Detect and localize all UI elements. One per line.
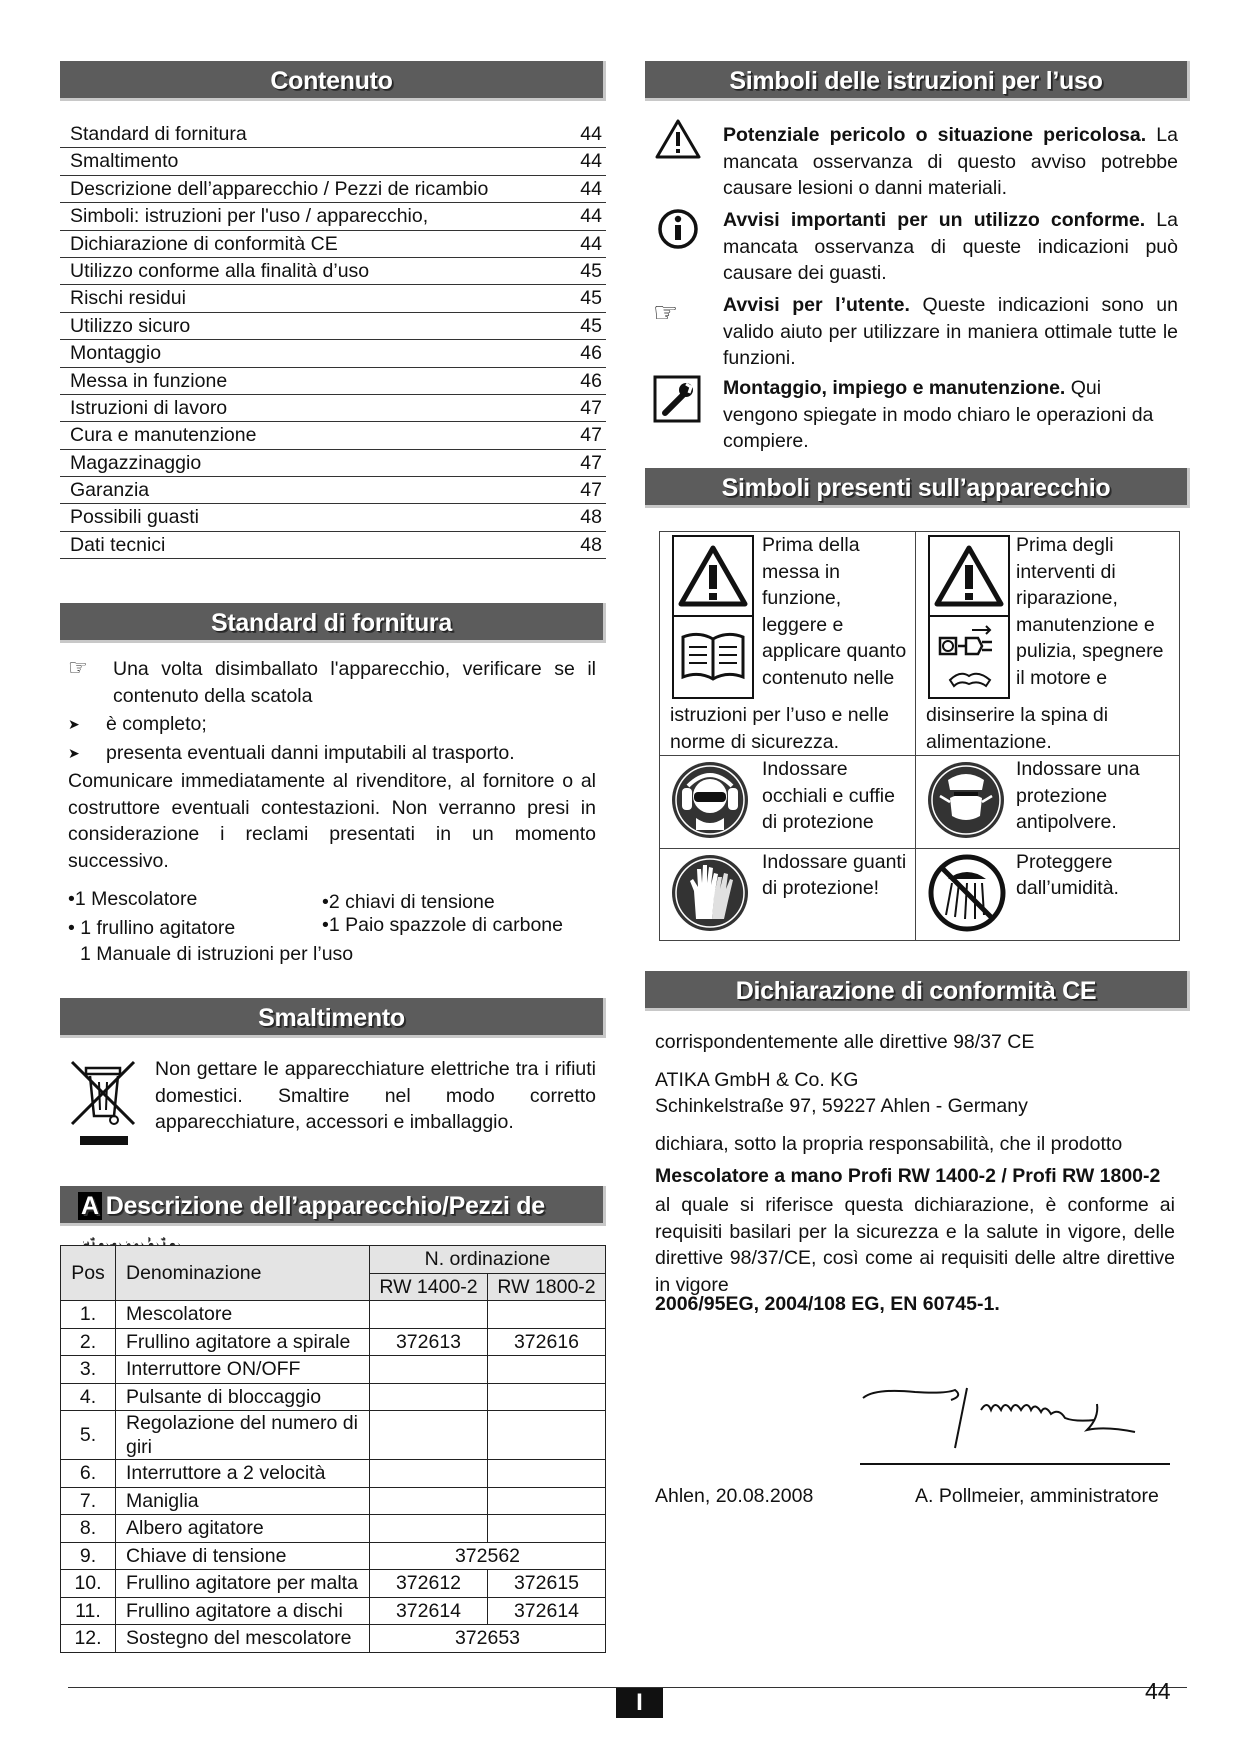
table-cell: [488, 1487, 606, 1515]
toc-page: 45: [580, 314, 602, 337]
toc-label: Dati tecnici: [70, 533, 166, 556]
arrow-bullet-icon: ➤: [68, 716, 80, 732]
info-icon: [657, 208, 699, 256]
parts-title: Descrizione dell’apparecchio/Pezzi de: [105, 1192, 545, 1220]
table-cell: [488, 1411, 606, 1460]
table-cell: 4.: [61, 1383, 116, 1411]
table-cell: 372614: [370, 1597, 488, 1625]
table-cell: 372562: [370, 1542, 606, 1570]
ce-title: Dichiarazione di conformità CE: [735, 977, 1097, 1005]
toc-row: [60, 148, 606, 175]
disposal-header: [60, 998, 606, 1038]
device-symbols-title: Simboli presenti sull’apparecchio: [721, 474, 1111, 502]
table-cell: Maniglia: [116, 1487, 370, 1515]
toc-row: [60, 285, 606, 312]
toc-label: Istruzioni di lavoro: [70, 396, 228, 419]
toc-row: [60, 450, 606, 477]
toc-row: [60, 121, 606, 148]
toc-label: Rischi residui: [70, 287, 186, 310]
supply-paragraph: Comunicare immediatamente al rivenditore, al fornitore o al costruttore eventuali contestazioni. Non verranno presi in considerazione i reclami presentati in un momento successivo.: [68, 770, 596, 872]
instr-symbol-text-3: Avvisi per l’utente. Queste indicazioni sono un valido aiuto per utilizzare in maniera ottimale tutte le funzioni.: [723, 294, 1178, 369]
table-row: [61, 1597, 606, 1625]
symbol-cell-gloves: Indossare guanti di protezione!: [660, 848, 916, 941]
instr-symbol-text-4: Montaggio, impiego e manutenzione. Qui vengono spiegate in modo chiaro le operazioni da compiere.: [723, 377, 1154, 452]
section-badge: A: [78, 1192, 102, 1220]
col-header-model-2: RW 1800-2: [488, 1273, 606, 1301]
ce-conform: al quale si riferisce questa dichiarazione, è conforme ai requisiti basilari per la sicurezza e la salute in vigore, delle direttive 98/37/CE, così come ai requisiti delle altre direttive in vigore: [655, 1194, 1175, 1296]
pointing-hand-icon: ☞: [653, 297, 679, 328]
supply-header: [60, 603, 606, 643]
toc-page: 46: [580, 342, 602, 365]
list-item: ➤ è completo;: [68, 711, 596, 738]
toc-label: Possibili guasti: [70, 506, 199, 529]
toc-row: [60, 203, 606, 230]
toc-row: [60, 504, 606, 531]
toc-page: 47: [580, 479, 602, 502]
ce-address: Schinkelstraße 97, 59227 Ahlen - Germany: [655, 1095, 1028, 1117]
table-cell: [488, 1460, 606, 1488]
symbol-cell-moisture: Proteggere dall’umidità.: [916, 848, 1180, 941]
toc-label: Standard di fornitura: [70, 123, 247, 145]
toc-row: [60, 532, 606, 559]
table-cell: [370, 1411, 488, 1460]
table-cell: 372615: [488, 1570, 606, 1598]
toc-page: 47: [580, 396, 602, 419]
list-item: 1 Manuale di istruzioni per l’uso: [80, 943, 354, 965]
table-row: [61, 1570, 606, 1598]
table-cell: Frullino agitatore per malta: [116, 1570, 370, 1598]
instr-symbol-text-2: Avvisi importanti per un utilizzo conforme. La mancata osservanza di queste indicazioni può causare dei guasti.: [723, 209, 1178, 284]
table-cell: 1.: [61, 1301, 116, 1329]
table-cell: 372613: [370, 1328, 488, 1356]
table-cell: [488, 1383, 606, 1411]
language-badge: I: [616, 1688, 663, 1718]
table-cell: 2.: [61, 1328, 116, 1356]
toc-page: 47: [580, 424, 602, 447]
toc-row: [60, 368, 606, 395]
unplug-icon: [928, 617, 1010, 699]
ce-company: ATIKA GmbH & Co. KG: [655, 1069, 859, 1091]
table-cell: 9.: [61, 1542, 116, 1570]
signature: [855, 1378, 1155, 1464]
table-cell: 372614: [488, 1597, 606, 1625]
table-cell: 11.: [61, 1597, 116, 1625]
table-row: [61, 1411, 606, 1460]
table-cell: [488, 1301, 606, 1329]
no-water-icon: [916, 849, 1014, 941]
toc-page: 48: [580, 506, 602, 529]
arrow-bullet-icon: ➤: [68, 744, 80, 761]
symbol-cell-unplug: Prima degli interventi di riparazione, manutenzione e pulizia, spegnere il motore e disinserire la spina di alimentazione.: [916, 532, 1180, 756]
contents-title: Contenuto: [270, 67, 393, 95]
parts-header: [60, 1186, 606, 1226]
instr-symbols-header: [645, 61, 1190, 101]
contents-header: [60, 61, 606, 101]
toc-label: Descrizione dell’apparecchio / Pezzi de ricambio: [70, 177, 489, 200]
table-cell: [370, 1460, 488, 1488]
table-row: [61, 1383, 606, 1411]
gloves-icon: [660, 849, 760, 941]
disposal-title: Smaltimento: [258, 1004, 405, 1032]
table-cell: 10.: [61, 1570, 116, 1598]
table-cell: Sostegno del mescolatore: [116, 1625, 370, 1653]
toc-page: 44: [580, 177, 602, 200]
table-cell: 6.: [61, 1460, 116, 1488]
table-row: [61, 1515, 606, 1543]
table-cell: 372612: [370, 1570, 488, 1598]
symbol-cell-read-manual: Prima della messa in funzione, leggere e applicare quanto contenuto nelle istruzioni per l’uso e nelle norme di sicurezza.: [660, 532, 916, 756]
table-cell: Albero agitatore: [116, 1515, 370, 1543]
table-of-contents: [60, 121, 606, 559]
table-cell: [370, 1515, 488, 1543]
toc-label: Utilizzo conforme alla finalità d’uso: [70, 259, 370, 282]
symbol-cell-eye-ear-protection: Indossare occhiali e cuffie di protezione: [660, 756, 916, 849]
toc-label: Garanzia: [70, 479, 150, 502]
table-row: [61, 1328, 606, 1356]
toc-label: Utilizzo sicuro: [70, 314, 191, 337]
table-cell: Interruttore a 2 velocità: [116, 1460, 370, 1488]
table-row: [61, 1625, 606, 1653]
toc-row: [60, 313, 606, 340]
table-cell: 12.: [61, 1625, 116, 1653]
device-symbols-header: [645, 468, 1190, 508]
toc-page: 44: [580, 205, 602, 228]
table-row: [61, 1487, 606, 1515]
toc-label: Dichiarazione di conformità CE: [70, 232, 338, 255]
symbol-cell-dust-mask: Indossare una protezione antipolvere.: [916, 756, 1180, 849]
toc-page: 46: [580, 369, 602, 392]
ce-declares: dichiara, sotto la propria responsabilità, che il prodotto: [655, 1133, 1123, 1155]
toc-label: Cura e manutenzione: [70, 424, 257, 447]
warning-triangle-icon: [672, 535, 754, 617]
toc-row: [60, 340, 606, 367]
toc-page: 47: [580, 451, 602, 474]
toc-page: 45: [580, 259, 602, 282]
supply-section: [68, 656, 596, 976]
toc-label: Magazzinaggio: [70, 451, 202, 474]
list-item: •2 chiavi di tensione: [322, 891, 495, 913]
toc-label: Messa in funzione: [70, 369, 228, 392]
goggles-earmuffs-icon: [660, 756, 760, 848]
col-header-order: N. ordinazione: [370, 1246, 606, 1274]
col-header-pos: Pos: [61, 1246, 116, 1301]
table-cell: [370, 1487, 488, 1515]
table-row: [61, 1356, 606, 1384]
toc-page: 44: [580, 150, 602, 173]
signature-line: [860, 1463, 1170, 1465]
toc-page: 45: [580, 287, 602, 310]
toc-row: [60, 231, 606, 258]
wrench-icon: [653, 375, 701, 429]
toc-row: [60, 258, 606, 285]
toc-label: Smaltimento: [70, 150, 179, 173]
ce-header: [645, 971, 1190, 1011]
table-row: [61, 1460, 606, 1488]
toc-row: [60, 395, 606, 422]
table-row: [61, 1542, 606, 1570]
instr-symbols-title: Simboli delle istruzioni per l’uso: [729, 67, 1103, 95]
toc-page: 44: [580, 232, 602, 255]
disposal-text: Non gettare le apparecchiature elettriche tra i rifiuti domestici. Smaltire nel modo corretto apparecchiature, accessori e imballaggio.: [155, 1058, 596, 1133]
list-item: •1 Mescolatore: [68, 888, 198, 910]
table-cell: Chiave di tensione: [116, 1542, 370, 1570]
ce-product: Mescolatore a mano Profi RW 1400-2 / Profi RW 1800-2: [655, 1165, 1161, 1187]
table-cell: Interruttore ON/OFF: [116, 1356, 370, 1384]
list-item: ➤ presenta eventuali danni imputabili al trasporto.: [68, 740, 596, 767]
ce-place-date: Ahlen, 20.08.2008: [655, 1485, 814, 1507]
table-cell: Mescolatore: [116, 1301, 370, 1329]
warning-triangle-icon: [655, 118, 701, 166]
col-header-model-1: RW 1400-2: [370, 1273, 488, 1301]
col-header-name: Denominazione: [116, 1246, 370, 1301]
instr-symbol-text-1: Potenziale pericolo o situazione pericolosa. La mancata osservanza di questo avviso potrebbe causare lesioni o danni materiali.: [723, 124, 1178, 199]
toc-row: [60, 477, 606, 504]
toc-label: Simboli: istruzioni per l'uso / apparecchio,: [70, 205, 429, 228]
table-cell: 8.: [61, 1515, 116, 1543]
table-cell: Regolazione del numero di giri: [116, 1411, 370, 1460]
list-item: • 1 frullino agitatore: [68, 917, 236, 939]
table-cell: 7.: [61, 1487, 116, 1515]
book-icon: [672, 617, 754, 699]
table-row: [61, 1301, 606, 1329]
table-cell: Pulsante di bloccaggio: [116, 1383, 370, 1411]
device-symbols-table: [659, 531, 1180, 941]
page-number: 44: [1145, 1678, 1171, 1704]
toc-row: [60, 422, 606, 449]
table-cell: 3.: [61, 1356, 116, 1384]
supply-title: Standard di fornitura: [211, 609, 452, 637]
toc-label: Montaggio: [70, 342, 162, 365]
parts-table: [60, 1245, 606, 1653]
toc-row: [60, 176, 606, 203]
table-cell: [370, 1301, 488, 1329]
toc-page: 48: [580, 533, 602, 556]
table-cell: [488, 1515, 606, 1543]
supply-note: ☞ Una volta disimballato l'apparecchio, verificare se il contenuto della scatola: [68, 656, 596, 709]
dust-mask-icon: [916, 756, 1014, 848]
crossed-bin-icon: [68, 1058, 138, 1156]
table-cell: [370, 1383, 488, 1411]
ce-signer: A. Pollmeier, amministratore: [915, 1485, 1159, 1507]
table-cell: [370, 1356, 488, 1384]
ce-norms: 2006/95EG, 2004/108 EG, EN 60745-1.: [655, 1293, 1000, 1315]
list-item: •1 Paio spazzole di carbone: [322, 914, 563, 936]
toc-page: 44: [580, 123, 602, 145]
table-cell: Frullino agitatore a spirale: [116, 1328, 370, 1356]
warning-triangle-icon: [928, 535, 1010, 617]
table-cell: 372653: [370, 1625, 606, 1653]
ce-directive-line: corrispondentemente alle direttive 98/37 CE: [655, 1031, 1035, 1053]
pointing-hand-icon: ☞: [68, 655, 88, 680]
supply-items: [68, 886, 596, 976]
table-cell: [488, 1356, 606, 1384]
table-cell: 5.: [61, 1411, 116, 1460]
table-cell: Frullino agitatore a dischi: [116, 1597, 370, 1625]
table-cell: 372616: [488, 1328, 606, 1356]
